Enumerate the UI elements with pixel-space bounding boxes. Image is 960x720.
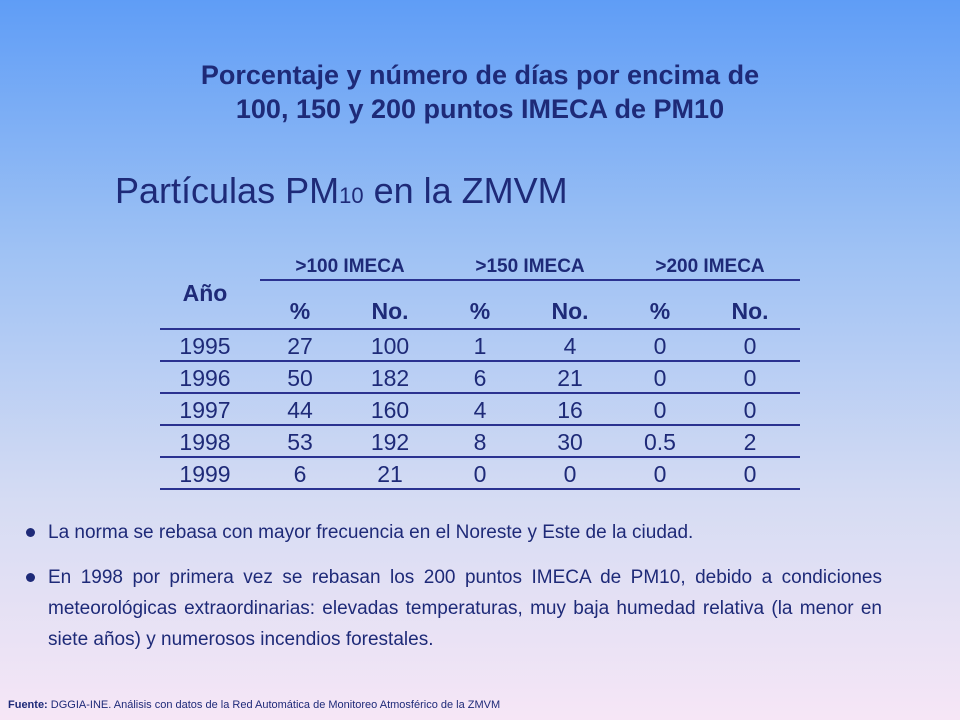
bullet-item <box>22 517 882 548</box>
title-line-2: 100, 150 y 200 puntos IMECA de PM10 <box>235 94 725 124</box>
bullet-list <box>22 517 882 655</box>
group-header-150: >150 IMECA <box>475 256 585 277</box>
bullet-text: En 1998 por primera vez se rebasan los 200 puntos IMECA de PM10, debido a condiciones meteorológicas extraordinarias: elevadas temperaturas, muy baja humedad relativa (la menor en siete años) y numerosos incendios forestales. <box>48 567 882 650</box>
subheader-pct-200: % <box>649 298 671 324</box>
table-cell: 44 <box>287 397 313 423</box>
table-row <box>160 362 800 392</box>
table-cell: 2 <box>743 429 757 455</box>
table-cell: 182 <box>370 365 410 391</box>
table-cell: 4 <box>473 397 487 423</box>
table-row <box>160 426 800 456</box>
source-footer <box>8 699 500 711</box>
table-cell: 100 <box>370 333 410 359</box>
table-cell: 53 <box>287 429 313 455</box>
bullet-icon <box>26 573 35 582</box>
table-cell: 30 <box>557 429 583 455</box>
table-row <box>160 330 800 360</box>
table-cell: 0 <box>653 333 667 359</box>
bullet-icon <box>26 528 35 537</box>
subtitle-main: Partículas PM <box>115 170 340 211</box>
year-cell: 1998 <box>179 429 231 455</box>
footer-text: DGGIA-INE. Análisis con datos de la Red Automática de Monitoreo Atmosférico de la ZMVM <box>50 699 501 711</box>
subheader-no-100: No. <box>371 298 409 324</box>
table-cell: 6 <box>293 461 307 487</box>
table-cell: 50 <box>287 365 313 391</box>
table-cell: 0 <box>473 461 487 487</box>
table-cell: 6 <box>473 365 487 391</box>
table-cell: 1 <box>473 333 487 359</box>
table-cell: 0 <box>653 461 667 487</box>
table-cell: 16 <box>557 397 583 423</box>
year-cell: 1996 <box>179 365 231 391</box>
table-row <box>160 458 800 488</box>
subheader-pct-100: % <box>289 298 311 324</box>
table-cell: 21 <box>557 365 583 391</box>
table-cell: 0 <box>653 397 667 423</box>
table-row <box>160 394 800 424</box>
table-cell: 160 <box>370 397 410 423</box>
table-cell: 0 <box>743 333 757 359</box>
table-cell: 27 <box>287 333 313 359</box>
table-cell: 8 <box>473 429 487 455</box>
table-cell: 0 <box>563 461 577 487</box>
table-cell: 0 <box>743 397 757 423</box>
slide-subtitle <box>115 170 568 212</box>
subtitle-subscript: 10 <box>339 183 364 208</box>
subheader-pct-150: % <box>469 298 491 324</box>
bullet-item <box>22 562 882 655</box>
group-header-200: >200 IMECA <box>655 256 765 277</box>
group-header-divider <box>260 279 800 281</box>
subtitle-rest: en la ZMVM <box>363 170 568 211</box>
year-cell: 1999 <box>179 461 231 487</box>
year-cell: 1997 <box>179 397 231 423</box>
subheader-no-200: No. <box>731 298 769 324</box>
year-cell: 1995 <box>179 333 231 359</box>
table-cell: 4 <box>563 333 577 359</box>
table-cell: 0 <box>743 365 757 391</box>
table-cell: 0 <box>743 461 757 487</box>
table-cell: 0 <box>653 365 667 391</box>
year-column-header: Año <box>182 280 228 306</box>
footer-label: Fuente: <box>8 699 48 711</box>
group-header-100: >100 IMECA <box>295 256 405 277</box>
table-cell: 0.5 <box>644 429 676 455</box>
subheader-no-150: No. <box>551 298 589 324</box>
table-cell: 192 <box>370 429 410 455</box>
slide-title <box>0 58 960 126</box>
bullet-text: La norma se rebasa con mayor frecuencia en el Noreste y Este de la ciudad. <box>48 522 694 543</box>
table-cell: 21 <box>377 461 403 487</box>
title-line-1: Porcentaje y número de días por encima de <box>200 60 760 90</box>
table-divider <box>160 488 800 490</box>
